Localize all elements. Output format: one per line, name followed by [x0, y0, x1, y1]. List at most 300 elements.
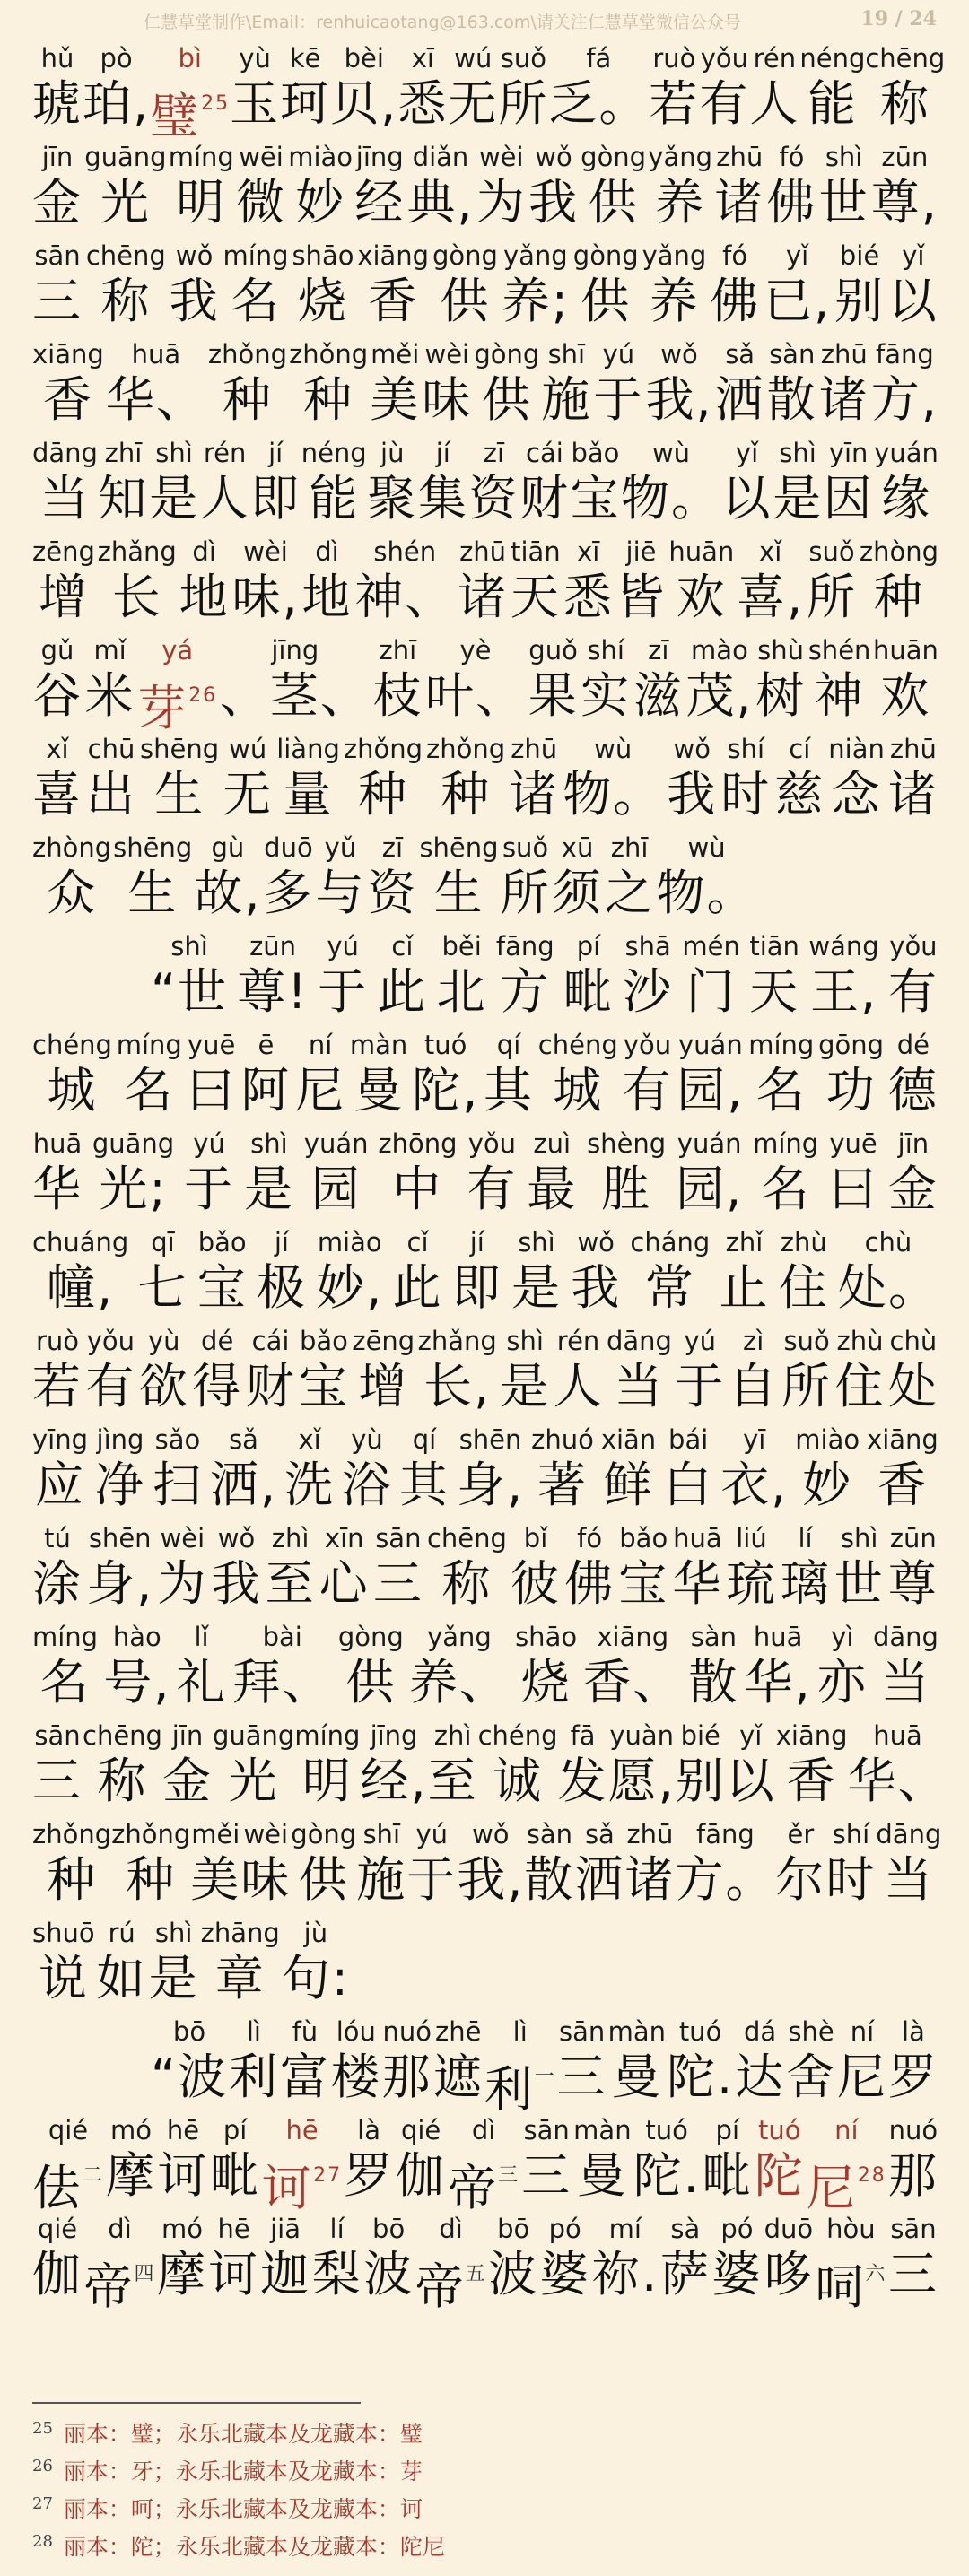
pinyin: jiā	[270, 2214, 301, 2244]
text-row	[32, 825, 944, 924]
hanzi-text: 所	[781, 1358, 833, 1414]
pinyin: míng	[748, 1030, 815, 1060]
hanzi-text: 名	[231, 273, 282, 329]
pinyin: wǒ	[535, 142, 572, 172]
pinyin: ní	[850, 2016, 875, 2047]
footnotes	[32, 2411, 930, 2562]
ruby-unit	[32, 536, 95, 628]
hanzi	[302, 1751, 353, 1812]
pinyin: néng	[799, 43, 866, 74]
ruby-unit	[260, 2214, 310, 2305]
hanzi-text: 萨	[659, 2246, 711, 2302]
pinyin: yú	[684, 1326, 717, 1356]
hanzi	[467, 1159, 517, 1220]
hanzi	[832, 764, 882, 825]
hanzi-text: 若	[32, 1358, 83, 1414]
ruby-unit	[32, 1424, 88, 1516]
hanzi-text: 伽	[32, 2246, 83, 2302]
ruby-unit	[32, 1523, 83, 1614]
hanzi-text: 彼	[511, 1555, 562, 1612]
hanzi-text: 婆	[711, 2246, 763, 2302]
text-line	[32, 1523, 938, 1614]
ruby-unit	[32, 240, 83, 332]
pinyin: yú	[602, 339, 635, 370]
ruby-unit	[179, 536, 230, 628]
hanzi	[711, 2244, 762, 2305]
ruby-unit	[200, 438, 250, 529]
ruby-unit	[378, 1128, 457, 1220]
ruby-unit	[685, 635, 753, 727]
ruby-unit	[457, 1819, 524, 1910]
pinyin: xiāng	[775, 1720, 848, 1751]
hanzi-text: 三	[556, 2049, 607, 2105]
pinyin: jīng	[355, 142, 404, 172]
hanzi	[43, 370, 93, 431]
pinyin: zhuó	[531, 1424, 594, 1455]
pinyin: běi	[441, 931, 482, 962]
ruby-unit	[169, 142, 234, 233]
hanzi	[187, 1060, 237, 1121]
footnote-ref[interactable]: 28	[857, 2164, 886, 2187]
hanzi	[749, 962, 799, 1023]
hanzi	[527, 1159, 577, 1220]
hanzi	[501, 863, 551, 924]
ruby-unit	[781, 1326, 832, 1417]
ruby-unit	[672, 1523, 722, 1614]
pinyin: yú	[327, 931, 359, 962]
hanzi-text: 我	[571, 1259, 622, 1316]
pinyin: gòng	[291, 1819, 357, 1849]
ruby-unit	[571, 1227, 621, 1318]
ruby-unit	[500, 1326, 550, 1417]
hanzi-text: 三	[372, 1555, 423, 1612]
hanzi-text: 净	[94, 1457, 145, 1513]
pinyin: tú	[44, 1523, 71, 1553]
ruby-unit	[229, 2016, 279, 2108]
hanzi-text: 此	[392, 1259, 443, 1316]
pinyin: mí	[608, 2214, 642, 2244]
hanzi	[468, 468, 519, 529]
hanzi	[428, 1751, 478, 1812]
hanzi-text: 曼	[354, 1062, 405, 1118]
hanzi	[85, 666, 135, 727]
ruby-unit	[795, 1424, 860, 1516]
hanzi	[358, 1356, 408, 1417]
pinyin: yǐ	[739, 1720, 763, 1751]
hanzi	[677, 1060, 744, 1121]
hanzi-text: 施	[541, 371, 592, 428]
hanzi	[406, 172, 474, 233]
hanzi	[153, 1455, 203, 1516]
hanzi-text: 已,	[764, 273, 832, 329]
hanzi-text: 物。	[656, 865, 757, 921]
hanzi-text: 其	[399, 1457, 450, 1513]
hanzi-text: 烧	[520, 1654, 572, 1710]
pinyin: shèng	[587, 1128, 667, 1159]
hanzi	[83, 2244, 156, 2315]
hanzi	[605, 863, 655, 924]
ruby-unit	[648, 142, 712, 233]
pinyin: bǎo	[299, 1326, 348, 1356]
ruby-unit	[231, 536, 299, 628]
hanzi	[316, 1258, 383, 1318]
hanzi	[457, 1455, 524, 1516]
pinyin: ruò	[652, 43, 696, 74]
hanzi	[685, 666, 753, 727]
hanzi	[47, 863, 97, 924]
hanzi-text: 种	[441, 766, 492, 822]
hanzi	[660, 2244, 711, 2305]
text-line	[32, 1227, 938, 1318]
hanzi-text: 养、	[408, 1654, 510, 1710]
ruby-unit	[157, 2214, 207, 2305]
pinyin: shì	[518, 1227, 555, 1258]
ruby-unit	[467, 1128, 517, 1220]
hanzi-text: 多	[263, 865, 314, 921]
hanzi-text: 哆	[763, 2246, 814, 2302]
pinyin: dé	[896, 1030, 930, 1060]
hanzi-text: 养	[655, 174, 706, 231]
footnote-ref[interactable]: 25	[201, 92, 231, 115]
hanzi	[511, 567, 561, 628]
pinyin: duō	[764, 2214, 814, 2244]
ruby-unit	[745, 1622, 812, 1713]
hanzi-text: 诸	[887, 766, 938, 822]
text-row	[32, 727, 944, 825]
ruby-unit	[357, 240, 429, 332]
ruby-unit	[448, 2115, 520, 2216]
hanzi	[834, 271, 885, 332]
ruby-unit	[819, 339, 869, 431]
hanzi-text: 米	[84, 667, 135, 724]
hanzi-text: 念	[831, 766, 882, 822]
pinyin: lí	[798, 1523, 813, 1553]
ruby-unit	[419, 832, 498, 924]
hanzi-text: 叶、	[424, 667, 526, 724]
ruby-unit	[531, 1424, 594, 1516]
pinyin: bǎo	[571, 438, 620, 468]
hanzi-text: 是	[500, 1358, 551, 1414]
hanzi-text: 乏。	[548, 75, 650, 132]
hanzi-text: 养;	[501, 273, 570, 329]
ruby-unit	[538, 1030, 618, 1121]
ruby-unit	[184, 1128, 234, 1220]
hanzi	[773, 468, 823, 529]
scripture-text	[32, 36, 948, 2315]
ruby-unit	[418, 1326, 497, 1417]
hanzi-text: 悉	[563, 569, 614, 625]
hanzi	[649, 74, 699, 135]
hanzi	[581, 666, 631, 727]
hanzi	[358, 764, 408, 825]
hanzi-text: 遮	[432, 2049, 484, 2105]
pinyin: suǒ	[808, 536, 855, 567]
hanzi-text: 此	[377, 963, 428, 1020]
pinyin: gòng	[581, 142, 647, 172]
ruby-unit	[676, 1128, 743, 1220]
ruby-unit	[406, 1819, 457, 1910]
pinyin: pò	[100, 43, 133, 74]
ruby-unit	[714, 142, 764, 233]
ruby-unit	[871, 142, 938, 233]
ruby-unit	[432, 240, 498, 332]
ruby-unit	[667, 2016, 734, 2108]
footnote-text: 丽本：璧；永乐北藏本及龙藏本：璧	[63, 2421, 423, 2447]
hanzi-text: 亦	[816, 1654, 868, 1710]
ruby-unit	[764, 240, 831, 332]
ruby-unit	[593, 339, 643, 431]
ruby-unit	[581, 142, 646, 233]
pinyin: tuó	[678, 2016, 722, 2047]
text-row	[32, 1023, 944, 1121]
ruby-unit	[722, 438, 773, 529]
ruby-unit	[32, 1819, 111, 1910]
ruby-unit	[367, 832, 417, 924]
hanzi-text: 、茎、	[219, 667, 371, 724]
hanzi	[282, 1948, 350, 2009]
pinyin: sān	[375, 1523, 422, 1553]
pinyin: wǒ	[217, 1523, 256, 1553]
hanzi-text: 摩	[157, 2246, 208, 2302]
pinyin: yīng	[32, 1424, 89, 1455]
hanzi	[676, 1751, 726, 1812]
hanzi	[303, 370, 354, 431]
pinyin: wēi	[239, 142, 284, 172]
hanzi-text: 富	[279, 2049, 330, 2105]
hanzi	[888, 2244, 938, 2305]
ruby-unit	[318, 931, 368, 1023]
pinyin: wèi	[478, 142, 524, 172]
pinyin: miào	[795, 1424, 860, 1455]
hanzi-text: 其	[484, 1062, 535, 1118]
ruby-unit	[117, 1030, 182, 1121]
pinyin: gòng	[432, 240, 498, 271]
pinyin: zhū	[511, 734, 558, 764]
hanzi	[231, 271, 281, 332]
hanzi	[190, 1849, 240, 1910]
pinyin: yǒu	[86, 1326, 135, 1356]
ruby-unit	[292, 240, 354, 332]
pinyin: shēng	[419, 832, 499, 863]
pinyin: miào	[288, 142, 354, 172]
ruby-unit	[299, 1326, 349, 1417]
ruby-unit	[240, 1030, 291, 1121]
hanzi-text: 琥	[32, 75, 83, 132]
hanzi	[570, 468, 620, 529]
pinyin: tuó	[758, 2115, 801, 2145]
ruby-unit	[563, 734, 663, 825]
ruby-unit	[192, 1326, 242, 1417]
ruby-unit	[97, 1918, 147, 2009]
ruby-unit	[315, 832, 365, 924]
hanzi-text: 诸	[458, 569, 509, 625]
ruby-unit	[237, 931, 309, 1023]
hanzi-text: 珂	[280, 75, 331, 132]
hanzi	[834, 1356, 885, 1417]
pinyin: sān	[523, 2115, 570, 2145]
hanzi	[418, 468, 468, 529]
ruby-unit	[32, 1622, 98, 1713]
ruby-unit	[703, 2115, 753, 2206]
hanzi-text: 长,	[423, 1358, 492, 1414]
ruby-unit	[99, 438, 149, 529]
ruby-unit	[660, 2214, 711, 2305]
hanzi-text: 散	[524, 1851, 575, 1908]
hanzi	[363, 2244, 414, 2305]
text-row	[32, 1812, 944, 1910]
pinyin: yuán	[874, 438, 938, 468]
pinyin: xiāng	[867, 1424, 938, 1455]
hanzi-text: 尼	[806, 2160, 857, 2216]
ruby-unit	[623, 931, 673, 1023]
pinyin: nuó	[888, 2115, 938, 2145]
hanzi-text: 光	[100, 174, 151, 231]
footnote-ref[interactable]: 26	[188, 684, 218, 707]
ruby-unit	[502, 240, 570, 332]
hanzi	[828, 1159, 878, 1220]
hanzi	[737, 567, 804, 628]
ruby-unit	[753, 1128, 818, 1220]
pinyin: zhǎng	[97, 536, 177, 567]
hanzi	[342, 1455, 392, 1516]
hanzi-text: 供	[588, 174, 639, 231]
hanzi-text: 是	[511, 1259, 562, 1316]
ruby-unit	[548, 43, 649, 135]
pinyin: sǎo	[154, 1424, 201, 1455]
verse-marker: 三	[498, 2164, 520, 2187]
hanzi	[720, 1455, 788, 1516]
hanzi-text: 香	[786, 1753, 837, 1809]
hanzi	[396, 2145, 446, 2206]
pinyin: míng	[753, 1128, 819, 1159]
ruby-unit	[266, 1523, 316, 1614]
ruby-unit	[367, 438, 417, 529]
pinyin: míng	[32, 1622, 99, 1652]
pinyin: yǎng	[642, 240, 707, 271]
footnote-ref[interactable]: 27	[313, 2164, 343, 2187]
hanzi-text: 与	[315, 865, 366, 921]
ruby-unit	[817, 1622, 868, 1713]
hanzi	[726, 1751, 776, 1812]
ruby-unit	[448, 43, 498, 135]
ruby-unit	[236, 142, 286, 233]
pinyin: bié	[680, 1720, 720, 1751]
hanzi-text: 三	[887, 2246, 938, 2302]
ruby-unit	[282, 1918, 350, 2009]
hanzi	[237, 962, 309, 1023]
hanzi	[881, 468, 931, 529]
hanzi	[32, 2145, 105, 2216]
pinyin: qié	[48, 2115, 89, 2145]
text-row	[32, 529, 944, 628]
hanzi	[382, 2047, 432, 2108]
ruby-unit	[428, 1720, 478, 1812]
hanzi	[83, 74, 150, 135]
hanzi-text: 婆	[539, 2246, 590, 2302]
ruby-unit	[607, 1326, 672, 1417]
hanzi	[667, 2047, 734, 2108]
hanzi-text: 故,	[194, 865, 262, 921]
pinyin: bǎo	[197, 1227, 247, 1258]
hanzi	[32, 1751, 83, 1812]
hanzi	[32, 172, 83, 233]
pinyin: niàn	[828, 734, 885, 764]
text-line	[32, 734, 938, 825]
hanzi	[699, 74, 749, 135]
ruby-unit	[223, 240, 289, 332]
hanzi	[528, 172, 579, 233]
hanzi-text: 园,	[676, 1161, 744, 1217]
ruby-unit	[213, 1720, 294, 1812]
hanzi-text: 神	[814, 667, 865, 724]
pinyin: rén	[203, 438, 247, 468]
hanzi	[244, 1159, 294, 1220]
hanzi-text: 味,	[231, 569, 300, 625]
pinyin: huā	[131, 339, 181, 370]
hanzi	[810, 962, 877, 1023]
hanzi-text: “世	[151, 963, 228, 1020]
hanzi-text: 诸	[714, 174, 765, 231]
ruby-unit	[32, 734, 83, 825]
hanzi-text: 曰	[828, 1161, 879, 1217]
pinyin: tuó	[645, 2115, 688, 2145]
hanzi-text: 天	[749, 963, 800, 1020]
hanzi	[806, 2145, 886, 2216]
hanzi	[591, 2244, 659, 2305]
hanzi	[726, 1553, 776, 1614]
hanzi	[266, 1553, 316, 1614]
pinyin: sǎ	[584, 1819, 615, 1849]
text-row	[32, 36, 946, 144]
ruby-unit	[488, 2214, 538, 2305]
hanzi	[667, 764, 717, 825]
hanzi	[47, 1258, 114, 1318]
hanzi	[354, 172, 405, 233]
ruby-unit	[32, 2214, 83, 2305]
hanzi	[710, 271, 760, 332]
hanzi-text: 有	[467, 1161, 518, 1217]
pinyin: tiān	[511, 536, 561, 567]
ruby-unit	[799, 43, 865, 135]
text-line	[32, 142, 938, 233]
pinyin: xī	[577, 536, 600, 567]
ruby-unit	[319, 1523, 370, 1614]
pinyin: míng	[116, 1030, 182, 1060]
hanzi-text: 慈	[774, 766, 825, 822]
ruby-unit	[197, 1227, 248, 1318]
pinyin: hē	[166, 2115, 200, 2145]
pinyin: míng	[168, 142, 234, 172]
hanzi	[511, 1258, 562, 1318]
ruby-unit	[663, 1424, 713, 1516]
text-row	[32, 1121, 944, 1220]
pinyin: yīn	[828, 438, 869, 468]
hanzi	[677, 567, 727, 628]
ruby-unit	[748, 1030, 814, 1121]
verse-marker: 四	[134, 2263, 156, 2285]
ruby-unit	[32, 635, 83, 727]
pinyin: dāng	[32, 438, 98, 468]
ruby-unit	[32, 1227, 128, 1318]
hanzi-text: 为	[157, 1555, 208, 1612]
ruby-unit	[437, 931, 487, 1023]
hanzi	[448, 74, 498, 135]
hanzi-text: 集	[417, 470, 468, 527]
hanzi	[315, 863, 365, 924]
hanzi-text: 人	[553, 1358, 604, 1414]
pinyin: shù	[757, 635, 805, 666]
pinyin: xīn	[324, 1523, 364, 1553]
